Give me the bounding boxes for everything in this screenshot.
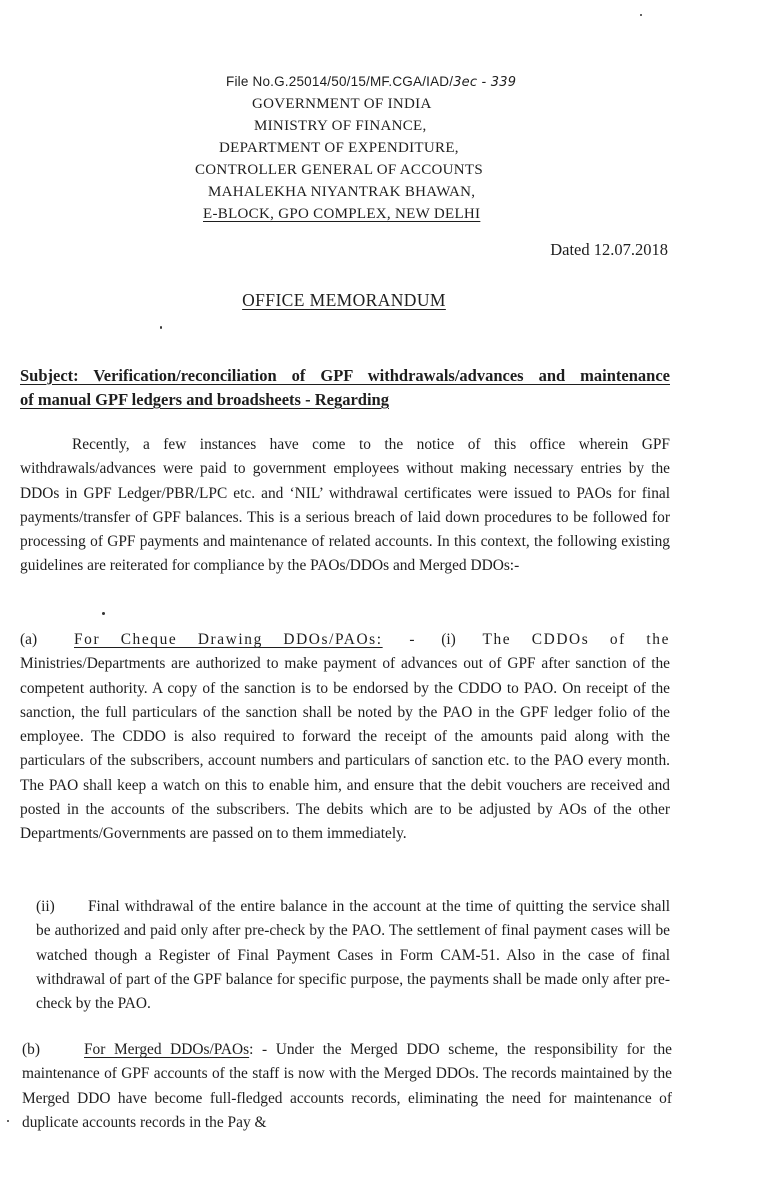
section-a-first-line <box>20 628 670 652</box>
section-b-paragraph <box>22 1038 672 1135</box>
header-line-ministry: MINISTRY OF FINANCE, <box>254 118 427 134</box>
section-a-separator: - <box>409 631 415 648</box>
header-line-government: GOVERNMENT OF INDIA <box>252 96 432 112</box>
section-a-paragraph <box>20 628 670 847</box>
section-b-body: : - Under the Merged DDO scheme, the responsibility for the maintenance of GPF accounts of the staff is now with the Merged DDOs. The records maintained by the Merged DDO have become full-fledged accounts records, eliminating the need for maintenance of duplicate accounts records in the Pay & <box>22 1041 672 1131</box>
scan-speck <box>102 612 105 615</box>
file-number-handwritten: 3ec - 339 <box>453 75 517 90</box>
section-a-sub-marker: (i) <box>441 631 456 648</box>
section-a-first-line-text: The CDDOs of the <box>482 631 670 648</box>
header-line-bhawan: MAHALEKHA NIYANTRAK BHAWAN, <box>208 184 476 200</box>
section-b-heading: For Merged DDOs/PAOs <box>84 1041 250 1058</box>
memo-title: OFFICE MEMORANDUM <box>242 290 446 310</box>
memo-date: Dated 12.07.2018 <box>550 240 668 259</box>
section-ii-paragraph <box>36 895 670 1016</box>
section-a-heading: For Cheque Drawing DDOs/PAOs: <box>74 631 383 648</box>
file-number-printed: File No.G.25014/50/15/MF.CGA/IAD/ <box>226 74 454 89</box>
section-a-body: Ministries/Departments are authorized to make payment of advances out of GPF after sanction of the competent authority. A copy of the sanction is to be endorsed by the CDDO to PAO. On receipt of the sanction, the full particulars of the sanction shall be noted by the PAO in the GPF ledger folio of the employee. The CDDO is also required to forward the receipt of the amounts paid along with the particulars of the subscribers, account numbers and particulars of sanction etc. to the PAO every month. The PAO shall keep a watch on this to enable him, and ensure that the debit vouchers are received and posted in the accounts of the subscribers. The debits which are to be adjusted by AOs of the other Departments/Governments are passed on to them immediately. <box>20 655 670 843</box>
scan-speck <box>160 326 162 329</box>
subject-line-2: of manual GPF ledgers and broadsheets - Regarding <box>20 390 389 409</box>
header-line-cga: CONTROLLER GENERAL OF ACCOUNTS <box>195 162 484 178</box>
section-ii-body: Final withdrawal of the entire balance in the account at the time of quitting the service shall be authorized and paid only after pre-check by the PAO. The settlement of final payment cases will be watched though a Register of Final Payment Cases in Form CAM-51. Also in the case of final withdrawal of part of the GPF balance for specific purpose, the payments shall be made only after pre-check by the PAO. <box>36 898 670 1013</box>
file-number <box>226 74 516 90</box>
section-ii-marker: (ii) <box>36 898 55 915</box>
scan-speck <box>640 14 642 16</box>
header-line-department: DEPARTMENT OF EXPENDITURE, <box>219 140 459 156</box>
memo-subject <box>20 364 670 412</box>
intro-paragraph <box>20 433 670 579</box>
header-line-address: E-BLOCK, GPO COMPLEX, NEW DELHI <box>203 206 481 222</box>
section-a-marker: (a) <box>20 631 38 648</box>
subject-line-1: Subject: Verification/reconciliation of GPF withdrawals/advances and maintenance <box>20 366 670 385</box>
intro-text: Recently, a few instances have come to the notice of this office wherein GPF withdrawals/advances were paid to government employees without making necessary entries by the DDOs in GPF Ledger/PBR/LPC etc. and ‘NIL’ withdrawal certificates were issued to PAOs for final payments/transfer of GPF balances. This is a serious breach of laid down procedures to be followed for processing of GPF payments and maintenance of related accounts. In this context, the following existing guidelines are reiterated for compliance by the PAOs/DDOs and Merged DDOs:- <box>20 436 670 575</box>
section-b-marker: (b) <box>22 1041 40 1058</box>
scan-speck <box>7 1120 9 1122</box>
